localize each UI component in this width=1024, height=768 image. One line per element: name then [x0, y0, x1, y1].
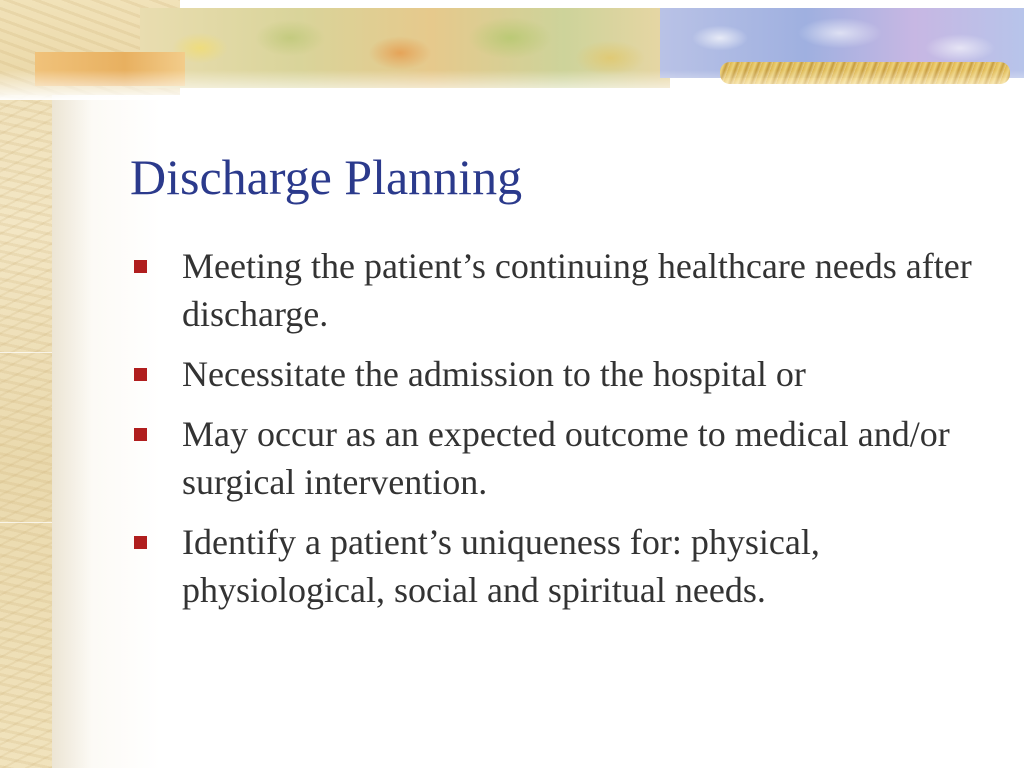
bullet-item — [130, 518, 1000, 614]
square-bullet-icon — [134, 260, 147, 273]
bullet-item — [130, 410, 1000, 506]
bullet-text: May occur as an expected outcome to medical and/or surgical intervention. — [182, 414, 950, 502]
bullet-item — [130, 242, 1000, 338]
strip-shadow — [52, 0, 92, 768]
square-bullet-icon — [134, 536, 147, 549]
strip-seam — [0, 522, 52, 523]
bullet-text: Identify a patient’s uniqueness for: physical, physiological, social and spiritual needs. — [182, 522, 820, 610]
parchment-side-strip — [0, 0, 52, 768]
decorative-banner — [0, 0, 1024, 95]
banner-fade — [0, 70, 1024, 100]
slide-title: Discharge Planning — [130, 149, 523, 205]
bullet-text: Meeting the patient’s continuing healthcare needs after discharge. — [182, 246, 972, 334]
square-bullet-icon — [134, 428, 147, 441]
bullet-list — [130, 242, 1000, 626]
bullet-item — [130, 350, 1000, 398]
square-bullet-icon — [134, 368, 147, 381]
bullet-text: Necessitate the admission to the hospital or — [182, 354, 806, 394]
strip-seam — [0, 352, 52, 353]
